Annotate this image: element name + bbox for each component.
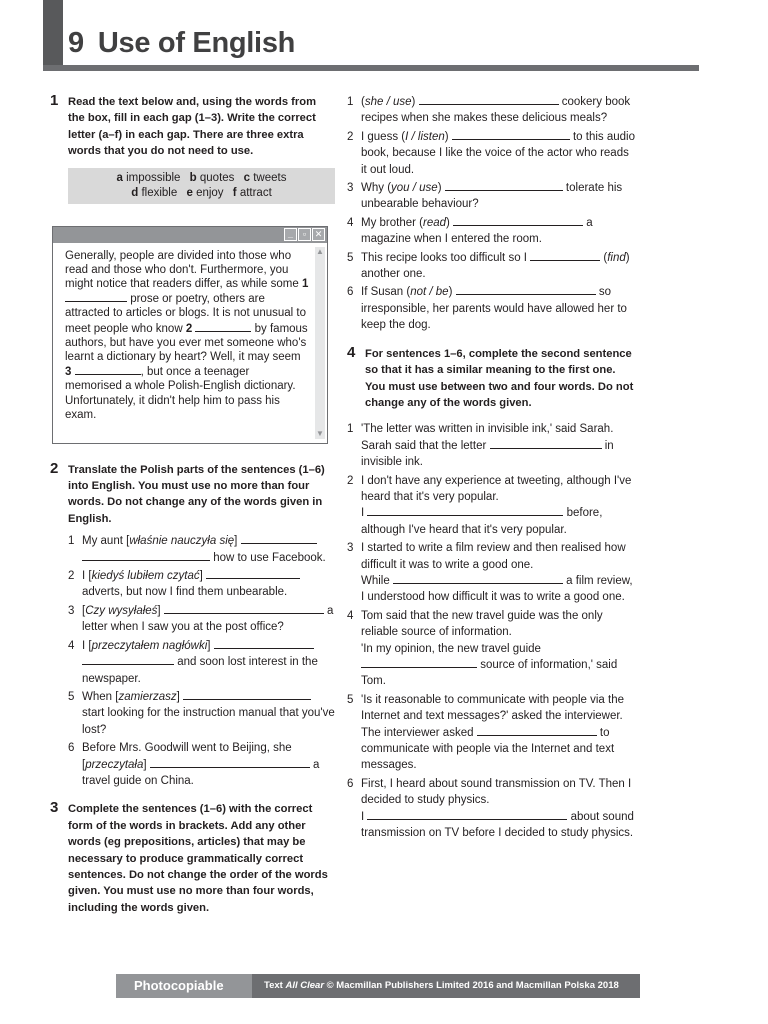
answer-gap[interactable] bbox=[150, 757, 310, 768]
window-scrollbar[interactable] bbox=[315, 247, 325, 439]
list-item: 1 My aunt [właśnie nauczyła się] how to use Facebook. bbox=[68, 535, 326, 564]
answer-gap[interactable] bbox=[456, 284, 596, 295]
close-icon: ✕ bbox=[312, 228, 325, 241]
list-item: 6 Before Mrs. Goodwill went to Beijing, she [przeczytała] a travel guide on China. bbox=[68, 742, 320, 787]
list-item: 6 If Susan (not / be) so irresponsible, her parents would have allowed her to keep the dog. bbox=[347, 286, 627, 332]
right-column bbox=[347, 94, 635, 843]
task-instruction: Complete the sentences (1–6) with the correct form of the words in brackets. Add any other words (eg prepositions, articles) that may be necessary to produce grammatically correct sentences. Do not change the order of the words given. You must use no more than four words, including the words given. bbox=[68, 803, 328, 914]
answer-gap[interactable] bbox=[241, 533, 317, 544]
task-number: 3 bbox=[50, 799, 59, 817]
scroll-down-icon[interactable]: ▼ bbox=[316, 428, 324, 438]
word-box bbox=[68, 168, 335, 204]
task-instruction: For sentences 1–6, complete the second sentence so that it has a similar meaning to the first one. You must use between two and four words. Do not change any of the words given. bbox=[365, 347, 634, 409]
word-option: d flexible bbox=[131, 186, 178, 199]
unit-number: 9 bbox=[68, 27, 84, 59]
list-item: 5 'Is it reasonable to communicate with people via the Internet and text messages?' asked the interviewer. The interviewer asked to communicate with people via the Internet and text messages. bbox=[347, 693, 625, 772]
word-option: b quotes bbox=[189, 171, 235, 184]
answer-gap[interactable] bbox=[82, 654, 174, 665]
unit-number-block bbox=[43, 0, 63, 70]
text-window bbox=[52, 226, 328, 444]
list-item: 5 This recipe looks too difficult so I (find) another one. bbox=[347, 251, 630, 281]
photocopiable-label: Photocopiable bbox=[134, 978, 224, 993]
task-3 bbox=[50, 801, 335, 916]
unit-title-text: Use of English bbox=[97, 27, 296, 59]
copyright-credit: Text All Clear © Macmillan Publishers Limited 2016 and Macmillan Polska 2018 bbox=[264, 980, 619, 991]
answer-gap[interactable] bbox=[75, 364, 141, 375]
answer-gap[interactable] bbox=[490, 438, 602, 449]
answer-gap[interactable] bbox=[453, 215, 583, 226]
answer-gap[interactable] bbox=[195, 321, 251, 332]
list-item: 4 I [przeczytałem nagłówki] and soon lost interest in the newspaper. bbox=[68, 639, 318, 685]
answer-gap[interactable] bbox=[393, 573, 563, 584]
footer-label-block bbox=[116, 974, 252, 998]
list-item: 3 Why (you / use) tolerate his unbearable behaviour? bbox=[347, 182, 623, 211]
answer-gap[interactable] bbox=[445, 180, 563, 191]
task-items bbox=[68, 533, 335, 789]
maximize-icon: ▫ bbox=[298, 228, 311, 241]
task-4-items bbox=[347, 421, 635, 841]
list-item: 2 I [kiedyś lubiłem czytać] adverts, but now I find them unbearable. bbox=[68, 568, 335, 601]
gap-number: 2 bbox=[185, 322, 193, 335]
task-number: 2 bbox=[50, 459, 59, 477]
list-item: 1 'The letter was written in invisible ink,' said Sarah. Sarah said that the letter in invisible ink. bbox=[347, 423, 614, 469]
answer-gap[interactable] bbox=[367, 809, 567, 820]
task-instruction: Translate the Polish parts of the sentences (1–6) into English. You must use no more than four words. Do not change any of the words given in English. bbox=[68, 463, 325, 525]
list-item: 3 [Czy wysyłałeś] a letter when I saw you at the post office? bbox=[68, 604, 334, 634]
gap-number: 3 bbox=[65, 366, 72, 379]
list-item: 5 When [zamierzasz] start looking for the instruction manual that you've lost? bbox=[68, 690, 335, 736]
answer-gap[interactable] bbox=[206, 568, 300, 579]
window-title-bar bbox=[53, 227, 327, 243]
footer bbox=[116, 974, 640, 998]
left-column bbox=[50, 94, 335, 926]
word-option: c tweets bbox=[243, 171, 287, 184]
answer-gap[interactable] bbox=[452, 129, 570, 140]
task-instruction: Read the text below and, using the words from the box, fill in each gap (1–3). Write the correct letter (a–f) in each gap. There are three extra words that you do not need to use. bbox=[68, 96, 317, 158]
task-3-items bbox=[347, 94, 635, 334]
task-number: 4 bbox=[347, 343, 356, 361]
minimize-icon: _ bbox=[284, 228, 297, 241]
answer-gap[interactable] bbox=[530, 250, 600, 261]
task-number: 1 bbox=[50, 92, 59, 109]
list-item: 3 I started to write a film review and then realised how difficult it was to write a good one. While a film review, I understood how difficult it was to write a good one. bbox=[347, 542, 633, 604]
page-title bbox=[68, 24, 295, 62]
word-option: a impossible bbox=[116, 171, 181, 184]
list-item: 4 My brother (read) a magazine when I entered the room. bbox=[347, 216, 593, 246]
answer-gap[interactable] bbox=[65, 291, 127, 302]
list-item: 1 (she / use) cookery book recipes when she makes these delicious meals? bbox=[347, 96, 631, 125]
reading-text: Generally, people are divided into those who read and those who don't. Furthermore, you might notice that readers differ, as while some 1 prose or poetry, others are attracted to articles or blogs. It is not unusual to meet people who know 2 by famous authors, but have you ever met someone who's learnt a dictionary by heart? Well, it may seem 3 , but once a teenager memorised a whole Polish-English dictionary. Unfortunately, it didn't help him to pass his exam. ▲ ▼ bbox=[65, 246, 324, 438]
header-rule bbox=[43, 65, 699, 71]
answer-gap[interactable] bbox=[183, 689, 311, 700]
list-item: 4 Tom said that the new travel guide was the only reliable source of information. 'In my opinion, the new travel guide source of information,' said Tom. bbox=[347, 609, 618, 688]
answer-gap[interactable] bbox=[367, 505, 563, 516]
word-option: f attract bbox=[232, 186, 272, 199]
answer-gap[interactable] bbox=[361, 657, 477, 668]
answer-gap[interactable] bbox=[82, 550, 210, 561]
list-item: 2 I guess (I / listen) to this audio book, because I like the voice of the actor who reads it out loud. bbox=[347, 130, 635, 176]
word-option: e enjoy bbox=[186, 186, 224, 199]
answer-gap[interactable] bbox=[214, 638, 314, 649]
answer-gap[interactable] bbox=[164, 603, 324, 614]
task-1 bbox=[50, 94, 335, 160]
gap-number: 1 bbox=[301, 278, 309, 291]
window-controls bbox=[284, 228, 325, 241]
task-2 bbox=[50, 459, 335, 790]
list-item: 2 I don't have any experience at tweeting, although I've heard that it's very popular. I before, although I've heard that it's very popular. bbox=[347, 474, 632, 536]
answer-gap[interactable] bbox=[477, 725, 597, 736]
answer-gap[interactable] bbox=[419, 94, 559, 105]
list-item: 6 First, I heard about sound transmission on TV. Then I decided to study physics. I about sound transmission on TV before I decided to study physics. bbox=[347, 777, 634, 840]
task-4 bbox=[347, 343, 635, 412]
scroll-up-icon[interactable]: ▲ bbox=[316, 246, 324, 256]
